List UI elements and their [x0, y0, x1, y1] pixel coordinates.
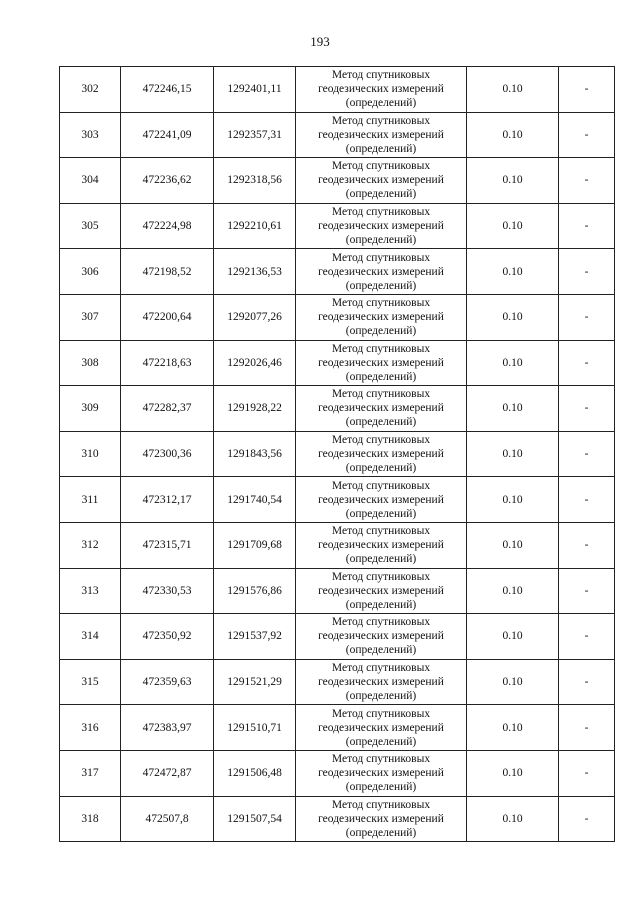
note-cell: -: [559, 158, 615, 204]
y-coordinate-cell: 1292401,11: [214, 67, 296, 113]
accuracy-cell: 0.10: [467, 249, 559, 295]
point-number-cell: 318: [60, 796, 121, 842]
x-coordinate-cell: 472330,53: [121, 568, 214, 614]
x-coordinate-cell: 472218,63: [121, 340, 214, 386]
y-coordinate-cell: 1292357,31: [214, 112, 296, 158]
point-number-cell: 310: [60, 431, 121, 477]
table-row: [60, 203, 615, 249]
y-coordinate-cell: 1291521,29: [214, 659, 296, 705]
x-coordinate-cell: 472359,63: [121, 659, 214, 705]
note-cell: -: [559, 386, 615, 432]
note-cell: -: [559, 750, 615, 796]
table-row: [60, 67, 615, 113]
accuracy-cell: 0.10: [467, 431, 559, 477]
method-cell: Метод спутниковых геодезических измерений (определений): [296, 203, 467, 249]
method-cell: Метод спутниковых геодезических измерений (определений): [296, 386, 467, 432]
y-coordinate-cell: 1291843,56: [214, 431, 296, 477]
x-coordinate-cell: 472350,92: [121, 614, 214, 660]
y-coordinate-cell: 1291928,22: [214, 386, 296, 432]
method-cell: Метод спутниковых геодезических измерений (определений): [296, 796, 467, 842]
table-row: [60, 158, 615, 204]
point-number-cell: 306: [60, 249, 121, 295]
table-row: [60, 431, 615, 477]
accuracy-cell: 0.10: [467, 522, 559, 568]
point-number-cell: 317: [60, 750, 121, 796]
method-cell: Метод спутниковых геодезических измерений (определений): [296, 294, 467, 340]
note-cell: -: [559, 67, 615, 113]
point-number-cell: 307: [60, 294, 121, 340]
note-cell: -: [559, 294, 615, 340]
accuracy-cell: 0.10: [467, 340, 559, 386]
point-number-cell: 312: [60, 522, 121, 568]
table-row: [60, 659, 615, 705]
method-cell: Метод спутниковых геодезических измерений (определений): [296, 477, 467, 523]
note-cell: -: [559, 522, 615, 568]
table-row: [60, 386, 615, 432]
point-number-cell: 305: [60, 203, 121, 249]
method-cell: Метод спутниковых геодезических измерений (определений): [296, 431, 467, 477]
accuracy-cell: 0.10: [467, 386, 559, 432]
point-number-cell: 315: [60, 659, 121, 705]
y-coordinate-cell: 1291537,92: [214, 614, 296, 660]
method-cell: Метод спутниковых геодезических измерений (определений): [296, 614, 467, 660]
note-cell: -: [559, 477, 615, 523]
method-cell: Метод спутниковых геодезических измерений (определений): [296, 249, 467, 295]
method-cell: Метод спутниковых геодезических измерений (определений): [296, 522, 467, 568]
x-coordinate-cell: 472300,36: [121, 431, 214, 477]
x-coordinate-cell: 472312,17: [121, 477, 214, 523]
y-coordinate-cell: 1291506,48: [214, 750, 296, 796]
coordinates-table: [59, 66, 615, 842]
note-cell: -: [559, 249, 615, 295]
accuracy-cell: 0.10: [467, 796, 559, 842]
x-coordinate-cell: 472241,09: [121, 112, 214, 158]
note-cell: -: [559, 796, 615, 842]
point-number-cell: 302: [60, 67, 121, 113]
table-row: [60, 522, 615, 568]
note-cell: -: [559, 112, 615, 158]
y-coordinate-cell: 1291576,86: [214, 568, 296, 614]
accuracy-cell: 0.10: [467, 294, 559, 340]
accuracy-cell: 0.10: [467, 614, 559, 660]
table-row: [60, 568, 615, 614]
y-coordinate-cell: 1291510,71: [214, 705, 296, 751]
point-number-cell: 308: [60, 340, 121, 386]
y-coordinate-cell: 1292210,61: [214, 203, 296, 249]
y-coordinate-cell: 1292077,26: [214, 294, 296, 340]
accuracy-cell: 0.10: [467, 568, 559, 614]
x-coordinate-cell: 472198,52: [121, 249, 214, 295]
note-cell: -: [559, 705, 615, 751]
point-number-cell: 309: [60, 386, 121, 432]
method-cell: Метод спутниковых геодезических измерений (определений): [296, 158, 467, 204]
accuracy-cell: 0.10: [467, 750, 559, 796]
y-coordinate-cell: 1292026,46: [214, 340, 296, 386]
table-row: [60, 705, 615, 751]
method-cell: Метод спутниковых геодезических измерений (определений): [296, 750, 467, 796]
x-coordinate-cell: 472472,87: [121, 750, 214, 796]
x-coordinate-cell: 472315,71: [121, 522, 214, 568]
x-coordinate-cell: 472383,97: [121, 705, 214, 751]
page-number: 193: [310, 34, 330, 49]
x-coordinate-cell: 472246,15: [121, 67, 214, 113]
note-cell: -: [559, 340, 615, 386]
x-coordinate-cell: 472236,62: [121, 158, 214, 204]
y-coordinate-cell: 1291507,54: [214, 796, 296, 842]
method-cell: Метод спутниковых геодезических измерений (определений): [296, 112, 467, 158]
method-cell: Метод спутниковых геодезических измерений (определений): [296, 705, 467, 751]
accuracy-cell: 0.10: [467, 67, 559, 113]
table-row: [60, 112, 615, 158]
table-row: [60, 294, 615, 340]
x-coordinate-cell: 472224,98: [121, 203, 214, 249]
table-row: [60, 750, 615, 796]
point-number-cell: 313: [60, 568, 121, 614]
table-row: [60, 796, 615, 842]
note-cell: -: [559, 203, 615, 249]
note-cell: -: [559, 431, 615, 477]
note-cell: -: [559, 568, 615, 614]
accuracy-cell: 0.10: [467, 705, 559, 751]
note-cell: -: [559, 614, 615, 660]
accuracy-cell: 0.10: [467, 477, 559, 523]
method-cell: Метод спутниковых геодезических измерений (определений): [296, 67, 467, 113]
y-coordinate-cell: 1292318,56: [214, 158, 296, 204]
note-cell: -: [559, 659, 615, 705]
point-number-cell: 303: [60, 112, 121, 158]
y-coordinate-cell: 1291740,54: [214, 477, 296, 523]
point-number-cell: 311: [60, 477, 121, 523]
table-row: [60, 477, 615, 523]
table-row: [60, 614, 615, 660]
method-cell: Метод спутниковых геодезических измерений (определений): [296, 568, 467, 614]
table-row: [60, 340, 615, 386]
table-row: [60, 249, 615, 295]
x-coordinate-cell: 472507,8: [121, 796, 214, 842]
method-cell: Метод спутниковых геодезических измерений (определений): [296, 659, 467, 705]
point-number-cell: 304: [60, 158, 121, 204]
accuracy-cell: 0.10: [467, 158, 559, 204]
y-coordinate-cell: 1291709,68: [214, 522, 296, 568]
method-cell: Метод спутниковых геодезических измерений (определений): [296, 340, 467, 386]
x-coordinate-cell: 472200,64: [121, 294, 214, 340]
point-number-cell: 316: [60, 705, 121, 751]
accuracy-cell: 0.10: [467, 203, 559, 249]
point-number-cell: 314: [60, 614, 121, 660]
y-coordinate-cell: 1292136,53: [214, 249, 296, 295]
accuracy-cell: 0.10: [467, 112, 559, 158]
accuracy-cell: 0.10: [467, 659, 559, 705]
x-coordinate-cell: 472282,37: [121, 386, 214, 432]
coordinates-table-body: [60, 67, 615, 842]
